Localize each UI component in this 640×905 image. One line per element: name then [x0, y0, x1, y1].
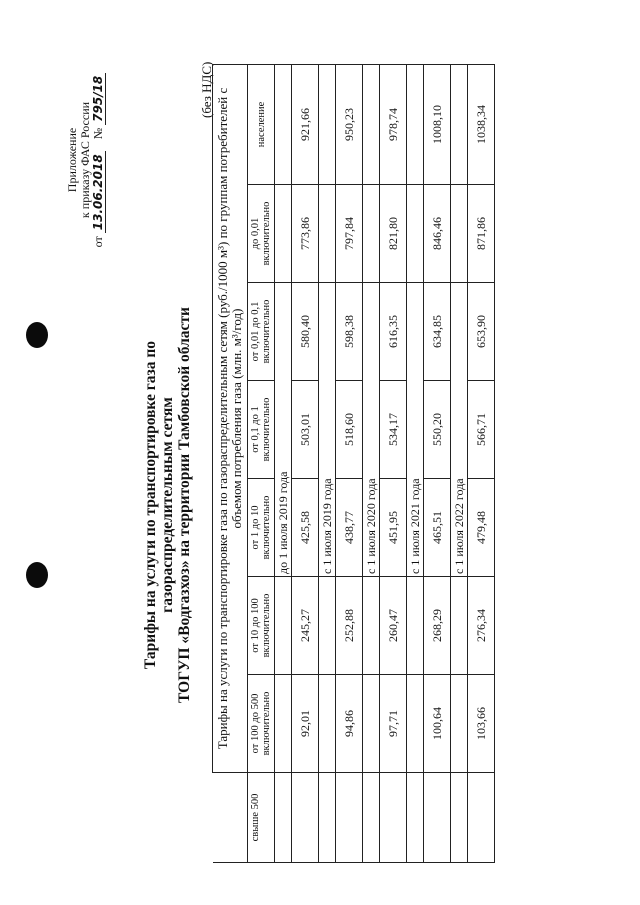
cell-1-10: 451,95 [380, 479, 407, 577]
cell-100-500: 92,01 [292, 675, 319, 773]
col-header-10-100: от 10 до 100 включительно [248, 577, 275, 675]
cell-over-500 [380, 773, 407, 863]
cell-1-10: 425,58 [292, 479, 319, 577]
cell-0.01-0.1: 580,40 [292, 283, 319, 381]
annex-block [66, 45, 106, 275]
vat-note: (без НДС) [199, 61, 214, 118]
table-group-header: Тарифы на услуги по транспортировке газа по газораспределительным сетям (руб./1000 м³) по группам потребителей с объемом потребления газа (млн. м³/год) [213, 64, 248, 772]
cell-10-100: 260,47 [380, 577, 407, 675]
col-header-0.01-0.1: от 0,01 до 0,1 включительно [248, 283, 275, 381]
period-row [319, 64, 336, 862]
tariff-table [212, 64, 495, 863]
cell-100-500: 100,64 [424, 675, 451, 773]
title-line1: Тарифы на услуги по транспортировке газа по газораспределительным сетям [142, 340, 176, 670]
cell-100-500: 94,86 [336, 675, 363, 773]
cell-10-100: 252,88 [336, 577, 363, 675]
period-row [275, 64, 292, 862]
cell-to-0.01: 773,86 [292, 185, 319, 283]
annex-date-prefix: от [91, 236, 105, 248]
cell-0.1-1: 518,60 [336, 381, 363, 479]
value-row [380, 64, 407, 862]
col-header-to-0.01: до 0,01 включительно [248, 185, 275, 283]
cell-to-0.01: 871,86 [468, 185, 495, 283]
annex-number: 795/18 [92, 73, 106, 125]
cell-0.01-0.1: 616,35 [380, 283, 407, 381]
value-row [424, 64, 451, 862]
col-header-1-10: от 1 до 10 включительно [248, 479, 275, 577]
annex-line1: Приложение [65, 127, 79, 193]
cell-population: 921,66 [292, 64, 319, 184]
period-row [363, 64, 380, 862]
period-label: до 1 июля 2019 года [275, 283, 292, 577]
col-header-100-500: от 100 до 500 включительно [248, 675, 275, 773]
value-row [468, 64, 495, 862]
cell-0.1-1: 534,17 [380, 381, 407, 479]
cell-0.1-1: 503,01 [292, 381, 319, 479]
header-spacer [213, 773, 248, 863]
cell-to-0.01: 797,84 [336, 185, 363, 283]
annex-date: 13.06.2018 [92, 151, 106, 233]
col-header-over-500: свыше 500 [248, 773, 275, 863]
cell-1-10: 438,77 [336, 479, 363, 577]
period-label: с 1 июля 2022 года [451, 283, 468, 577]
cell-population: 1038,34 [468, 64, 495, 184]
cell-100-500: 103,66 [468, 675, 495, 773]
annex-date-line [92, 45, 106, 275]
cell-0.01-0.1: 634,85 [424, 283, 451, 381]
cell-0.01-0.1: 598,38 [336, 283, 363, 381]
period-row [407, 64, 424, 862]
period-label: с 1 июля 2019 года [319, 283, 336, 577]
cell-1-10: 479,48 [468, 479, 495, 577]
cell-over-500 [468, 773, 495, 863]
col-header-0.1-1: от 0,1 до 1 включительно [248, 381, 275, 479]
cell-population: 978,74 [380, 64, 407, 184]
cell-1-10: 465,51 [424, 479, 451, 577]
value-row [292, 64, 319, 862]
annex-number-prefix: № [91, 127, 105, 140]
col-header-population: население [248, 64, 275, 184]
cell-10-100: 245,27 [292, 577, 319, 675]
cell-over-500 [292, 773, 319, 863]
document-title [142, 280, 193, 730]
column-header-row [248, 64, 275, 862]
cell-10-100: 268,29 [424, 577, 451, 675]
cell-0.1-1: 550,20 [424, 381, 451, 479]
title-line2: ТОГУП «Водгазхоз» на территории Тамбовской области [176, 307, 193, 703]
value-row [336, 64, 363, 862]
cell-0.01-0.1: 653,90 [468, 283, 495, 381]
cell-population: 1008,10 [424, 64, 451, 184]
period-row [451, 64, 468, 862]
cell-10-100: 276,34 [468, 577, 495, 675]
cell-to-0.01: 846,46 [424, 185, 451, 283]
cell-over-500 [336, 773, 363, 863]
period-label: с 1 июля 2020 года [363, 283, 380, 577]
cell-population: 950,23 [336, 64, 363, 184]
cell-over-500 [424, 773, 451, 863]
cell-to-0.01: 821,80 [380, 185, 407, 283]
annex-line2: к приказу ФАС России [78, 101, 92, 219]
cell-0.1-1: 566,71 [468, 381, 495, 479]
period-label: с 1 июля 2021 года [407, 283, 424, 577]
cell-100-500: 97,71 [380, 675, 407, 773]
